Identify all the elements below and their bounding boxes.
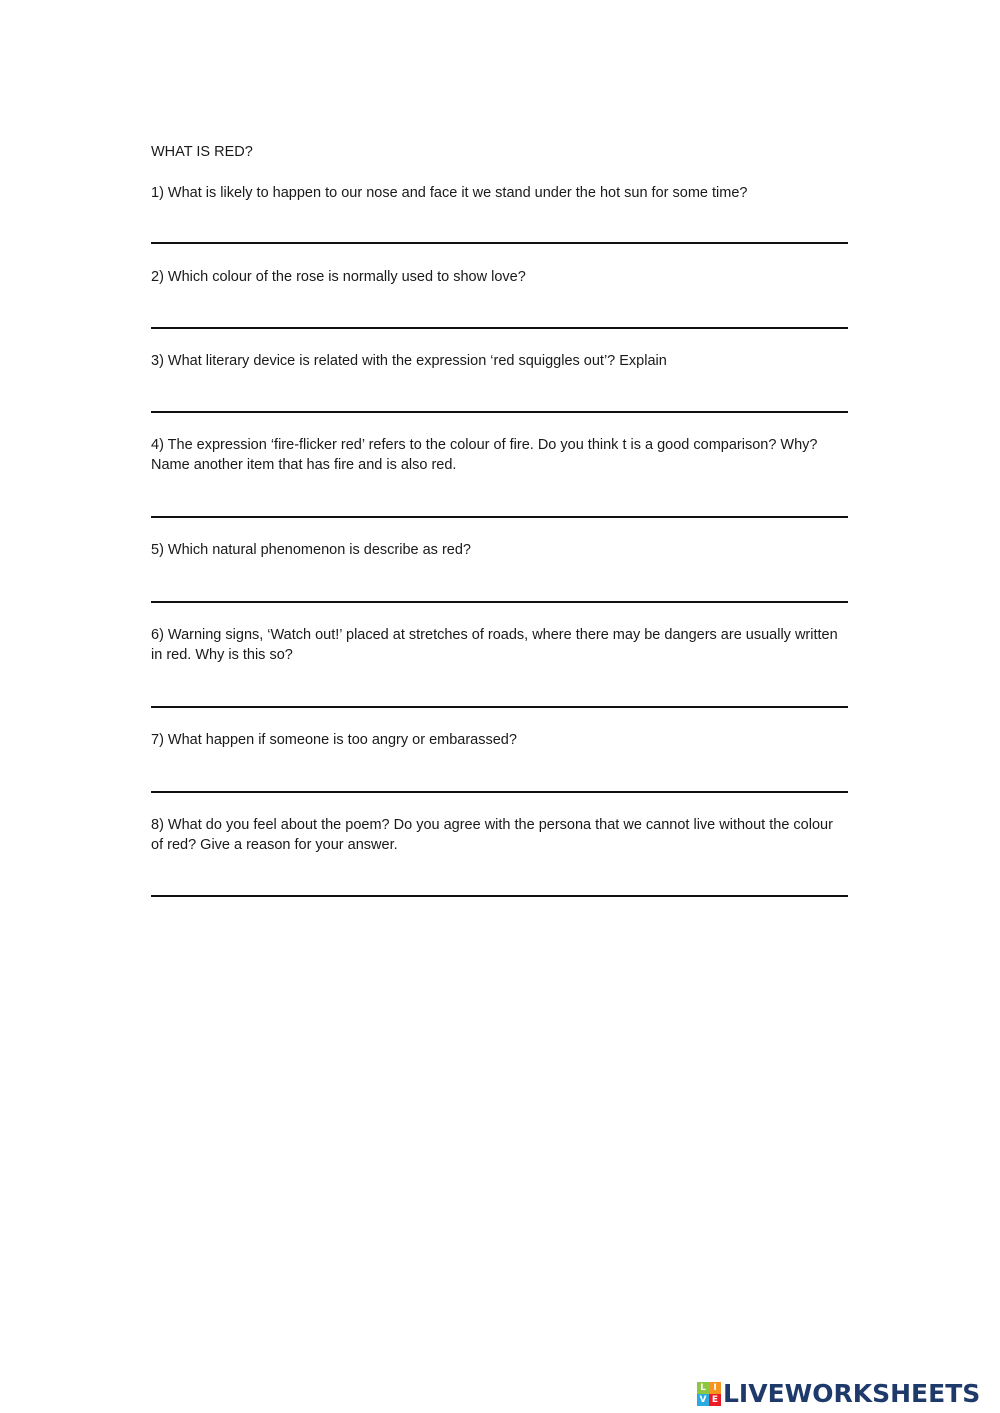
answer-line-2[interactable] <box>151 327 848 329</box>
logo-letter-e: E <box>709 1394 721 1406</box>
answer-line-7[interactable] <box>151 791 848 793</box>
question-5: 5) Which natural phenomenon is describe as red? <box>151 542 471 558</box>
answer-line-3[interactable] <box>151 411 848 413</box>
answer-line-5[interactable] <box>151 601 848 603</box>
question-6: 6) Warning signs, ‘Watch out!’ placed at stretches of roads, where there may be dangers are usually written in red. Why is this so? <box>151 627 838 663</box>
question-4: 4) The expression ‘fire-flicker red’ refers to the colour of fire. Do you think t is a good comparison? Why? Name another item that has fire and is also red. <box>151 437 818 473</box>
liveworksheets-brand <box>697 1379 980 1409</box>
worksheet-title: WHAT IS RED? <box>151 144 253 160</box>
liveworksheets-logo-icon <box>697 1382 721 1406</box>
question-8: 8) What do you feel about the poem? Do you agree with the persona that we cannot live without the colour of red? Give a reason for your answer. <box>151 817 833 853</box>
question-3: 3) What literary device is related with the expression ‘red squiggles out’? Explain <box>151 353 667 369</box>
logo-letter-i: I <box>709 1382 721 1394</box>
answer-line-8[interactable] <box>151 895 848 897</box>
brand-name: LIVEWORKSHEETS <box>723 1379 981 1408</box>
logo-letter-l: L <box>697 1382 709 1394</box>
answer-line-6[interactable] <box>151 706 848 708</box>
question-2: 2) Which colour of the rose is normally used to show love? <box>151 269 526 285</box>
answer-line-4[interactable] <box>151 516 848 518</box>
logo-letter-v: V <box>697 1394 709 1406</box>
answer-line-1[interactable] <box>151 242 848 244</box>
question-1: 1) What is likely to happen to our nose and face it we stand under the hot sun for some time? <box>151 185 748 201</box>
question-7: 7) What happen if someone is too angry or embarassed? <box>151 732 517 748</box>
